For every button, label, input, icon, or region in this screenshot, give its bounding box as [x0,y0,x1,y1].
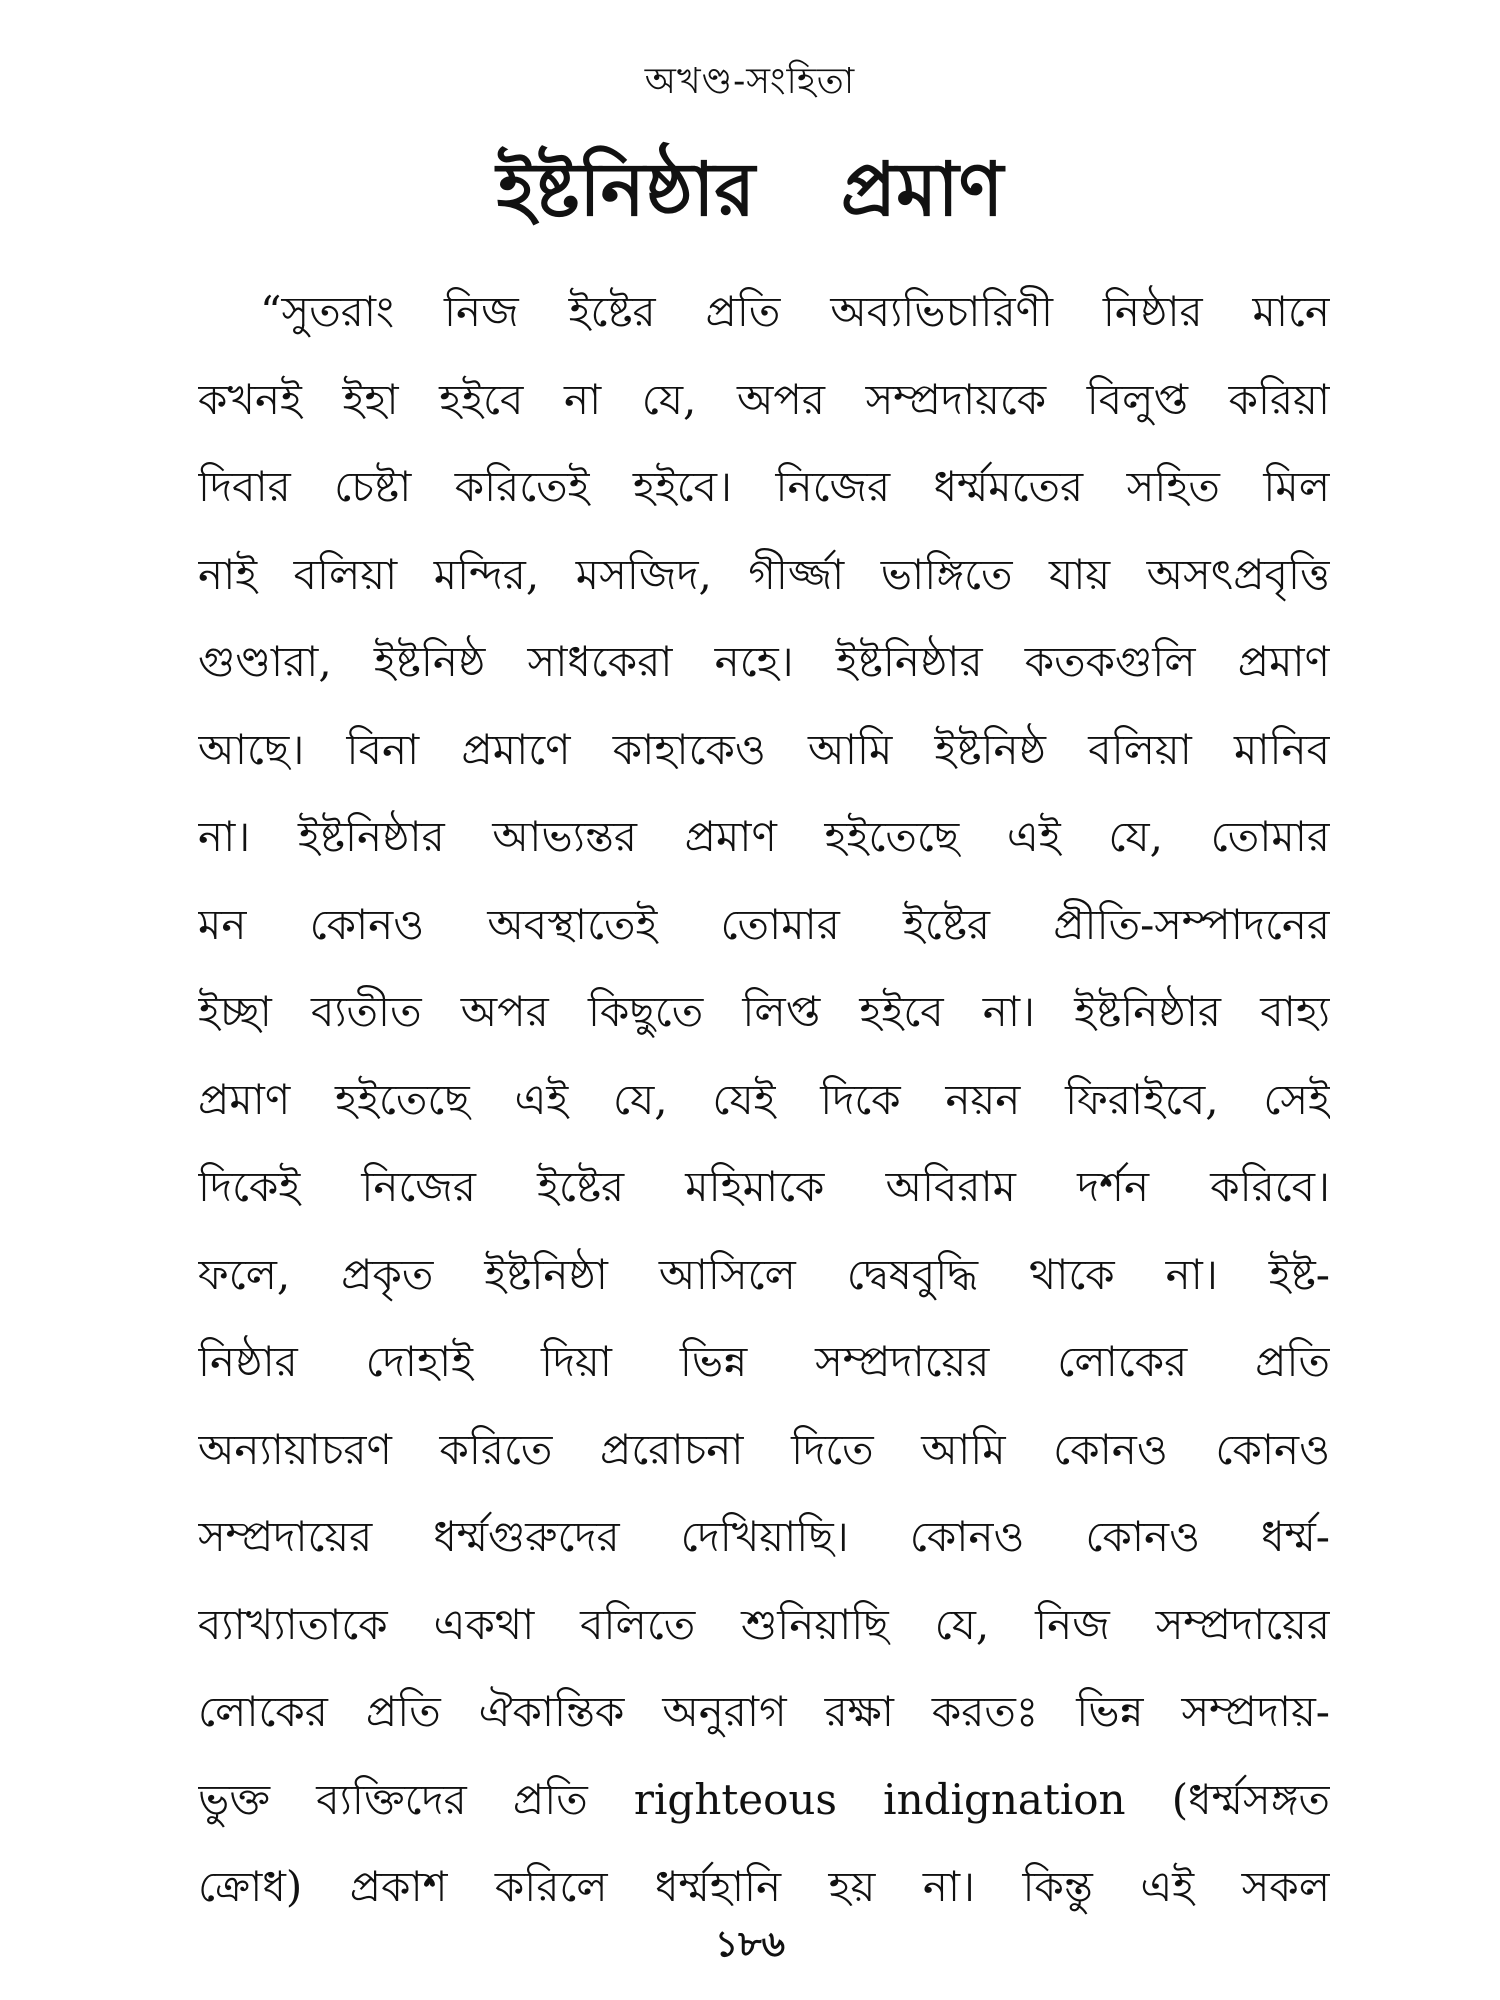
text-line: আছে। বিনা প্রমাণে কাহাকেও আমি ইষ্টনিষ্ঠ বলিয়া মানিব [198,724,1330,774]
body-paragraph [198,268,1330,1931]
running-head: অখণ্ড-সংহিতা [644,61,856,102]
text-line: নাই বলিয়া মন্দির, মসজিদ, গীর্জ্জা ভাঙ্গিতে যায় অসৎপ্রবৃত্তি [198,549,1330,599]
text-line: গুণ্ডারা, ইষ্টনিষ্ঠ সাধকেরা নহে। ইষ্টনিষ্ঠার কতকগুলি প্রমাণ [198,637,1330,686]
text-line: লোকের প্রতি ঐকান্তিক অনুরাগ রক্ষা করতঃ ভিন্ন সম্প্রদায়- [198,1687,1330,1736]
text-line: নিষ্ঠার দোহাই দিয়া ভিন্ন সম্প্রদায়ের লোকের প্রতি [198,1337,1330,1386]
text-line: ক্রোধ) প্রকাশ করিলে ধর্ম্মহানি হয় না। কিন্তু এই সকল [198,1862,1330,1911]
text-line: সম্প্রদায়ের ধর্ম্মগুরুদের দেখিয়াছি। কোনও কোনও ধর্ম্ম- [198,1512,1330,1561]
text-line: দিকেই নিজের ইষ্টের মহিমাকে অবিরাম দর্শন করিবে। [198,1162,1330,1211]
text-line: “সুতরাং নিজ ইষ্টের প্রতি অব্যভিচারিণী নিষ্ঠার মানে [260,287,1330,336]
text-line: প্রমাণ হইতেছে এই যে, যেই দিকে নয়ন ফিরাইবে, সেই [198,1074,1330,1124]
text-line: ফলে, প্রকৃত ইষ্টনিষ্ঠা আসিলে দ্বেষবুদ্ধি থাকে না। ইষ্ট- [198,1249,1330,1299]
text-line: অন্যায়াচরণ করিতে প্ররোচনা দিতে আমি কোনও কোনও [198,1424,1330,1474]
page-number: ১৮৬ [714,1923,786,1965]
text-line: দিবার চেষ্টা করিতেই হইবে। নিজের ধর্ম্মমতের সহিত মিল [198,462,1330,511]
text-line: ভুক্ত ব্যক্তিদের প্রতি righteous indignation (ধর্ম্মসঙ্গত [198,1774,1330,1824]
chapter-title: ইষ্টনিষ্ঠার প্রমাণ [496,147,1004,233]
text-line: মন কোনও অবস্থাতেই তোমার ইষ্টের প্রীতি-সম্পাদনের [198,899,1330,949]
text-line: ইচ্ছা ব্যতীত অপর কিছুতে লিপ্ত হইবে না। ইষ্টনিষ্ঠার বাহ্য [198,987,1330,1036]
text-line: ব্যাখ্যাতাকে একথা বলিতে শুনিয়াছি যে, নিজ সম্প্রদায়ের [198,1599,1330,1649]
text-line: না। ইষ্টনিষ্ঠার আভ্যন্তর প্রমাণ হইতেছে এই যে, তোমার [198,812,1330,861]
text-line: কখনই ইহা হইবে না যে, অপর সম্প্রদায়কে বিলুপ্ত করিয়া [198,374,1330,424]
